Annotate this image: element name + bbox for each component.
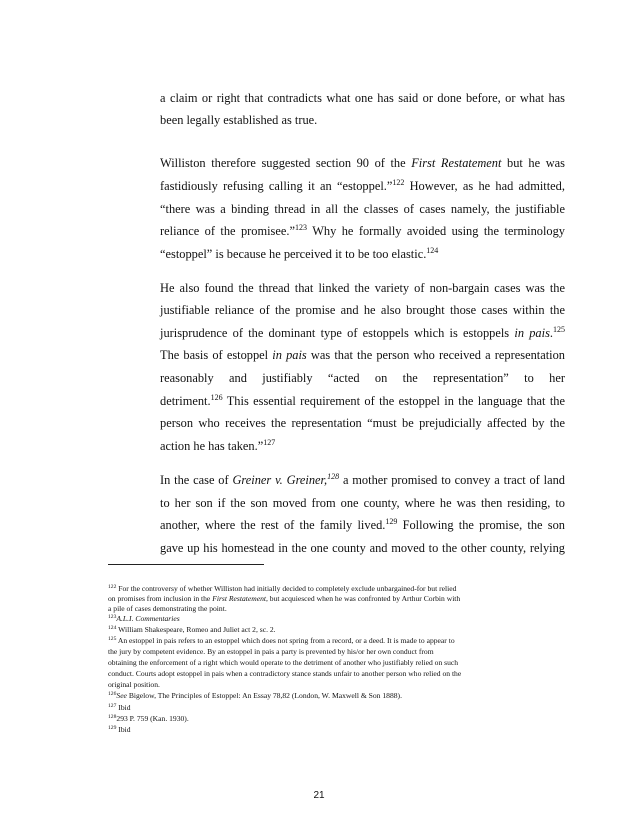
footnote-128: $^{128}$293 P. 759 (Kan. 1930).: [108, 714, 189, 723]
body-line: jurisprudence of the dominant type of estoppels which is estoppels in pais.$^{125}$: [160, 325, 565, 340]
footnote-122-cont: on promises from inclusion in the First Restatement, but acquiesced when he was confronted by Arthur Corbin with: [108, 594, 461, 603]
footnote-125-cont: original position.: [108, 680, 160, 689]
footnote-ref[interactable]: 129: [385, 517, 398, 526]
body-line: another, where the rest of the family lived.$^{129}$ Following the promise, the son: [160, 517, 565, 532]
footnote-129: $^{129}$ Ibid: [108, 725, 131, 734]
footnote-ref[interactable]: 124: [426, 246, 439, 255]
footnote-122: $^{122}$ For the controversy of whether Williston had initially decided to completely exclude unbargained-for but relied: [108, 584, 457, 593]
footnote-ref[interactable]: 126: [210, 393, 223, 402]
body-line: gave up his homestead in the one county and moved to the other county, relying: [160, 541, 565, 555]
footnote-123: $^{123}$A.L.I. Commentaries: [108, 614, 180, 623]
body-line: Williston therefore suggested section 90 of the First Restatement but he was: [160, 156, 565, 170]
body-line: The basis of estoppel in pais was that the person who received a representation: [160, 348, 565, 362]
footnote-ref[interactable]: 127: [263, 438, 276, 447]
footnote-ref[interactable]: 128: [327, 472, 340, 481]
footnote-126: $^{126}$See Bigelow, The Principles of Estoppel: An Essay 78,82 (London, W. Maxwell & Son 1888).: [108, 691, 402, 700]
footnote-125-cont: the jury by competent evidence. By an estoppel in pais a party is prevented by his/or her own conduct from: [108, 647, 434, 656]
case-name: Greiner v. Greiner,: [232, 473, 328, 487]
footnote-124: $^{124}$ William Shakespeare, Romeo and Juliet act 2, sc. 2.: [108, 625, 276, 634]
body-line: a claim or right that contradicts what one has said or done before, or what has: [160, 91, 565, 105]
footnote-ref[interactable]: 125: [553, 325, 565, 334]
footnote-ref[interactable]: 123: [294, 223, 307, 232]
body-line: fastidiously refusing calling it an “estoppel.”$^{122}$ However, as he had admitted,: [160, 178, 565, 193]
page-number: 21: [313, 790, 325, 801]
footnote-125: $^{125}$ An estoppel in pais refers to an estoppel which does not spring from a record, or a deed. It is made to appear to: [108, 636, 455, 645]
body-line: reasonably and justifiably “acted on the representation” to her: [160, 371, 565, 385]
body-line: In the case of Greiner v. Greiner,$^{128}$ a mother promised to convey a tract of land: [160, 472, 565, 487]
italic-title: First Restatement: [411, 156, 502, 170]
footnote-127: $^{127}$ Ibid: [108, 703, 131, 712]
body-line: justifiable reliance of the promise and he also brought those cases within the: [160, 303, 565, 317]
body-line: been legally established as true.: [160, 113, 318, 127]
body-line: person who receives the representation “must be prejudicially affected by the: [160, 416, 565, 430]
footnote-125-cont: obtaining the enforcement of a right which would operate to the detriment of another who justifiably relied on such: [108, 658, 459, 667]
footnote-125-cont: conduct. Courts adopt estoppel in pais when a contradictory stance stands unfair to another person who relied on the: [108, 669, 462, 678]
footnote-separator: [108, 564, 264, 565]
body-line: detriment.$^{126}$ This essential requirement of the estoppel in the language that the: [160, 393, 565, 408]
body-line: “there was a binding thread in all the classes of cases namely, the justifiable: [160, 202, 565, 216]
body-line: action he has taken.”$^{127}$: [160, 438, 276, 453]
body-line: to her son if the son moved from one county, where he was then residing, to: [160, 496, 565, 510]
footnote-122-cont: a pile of cases demonstrating the point.: [108, 604, 227, 613]
footnote-ref[interactable]: 122: [392, 178, 405, 187]
body-line: reliance of the promisee.”$^{123}$ Why he formally avoided using the terminology: [160, 223, 565, 238]
body-line: “estoppel” is because he perceived it to be too elastic.$^{124}$: [160, 246, 439, 261]
body-line: He also found the thread that linked the variety of non-bargain cases was the: [160, 281, 565, 295]
